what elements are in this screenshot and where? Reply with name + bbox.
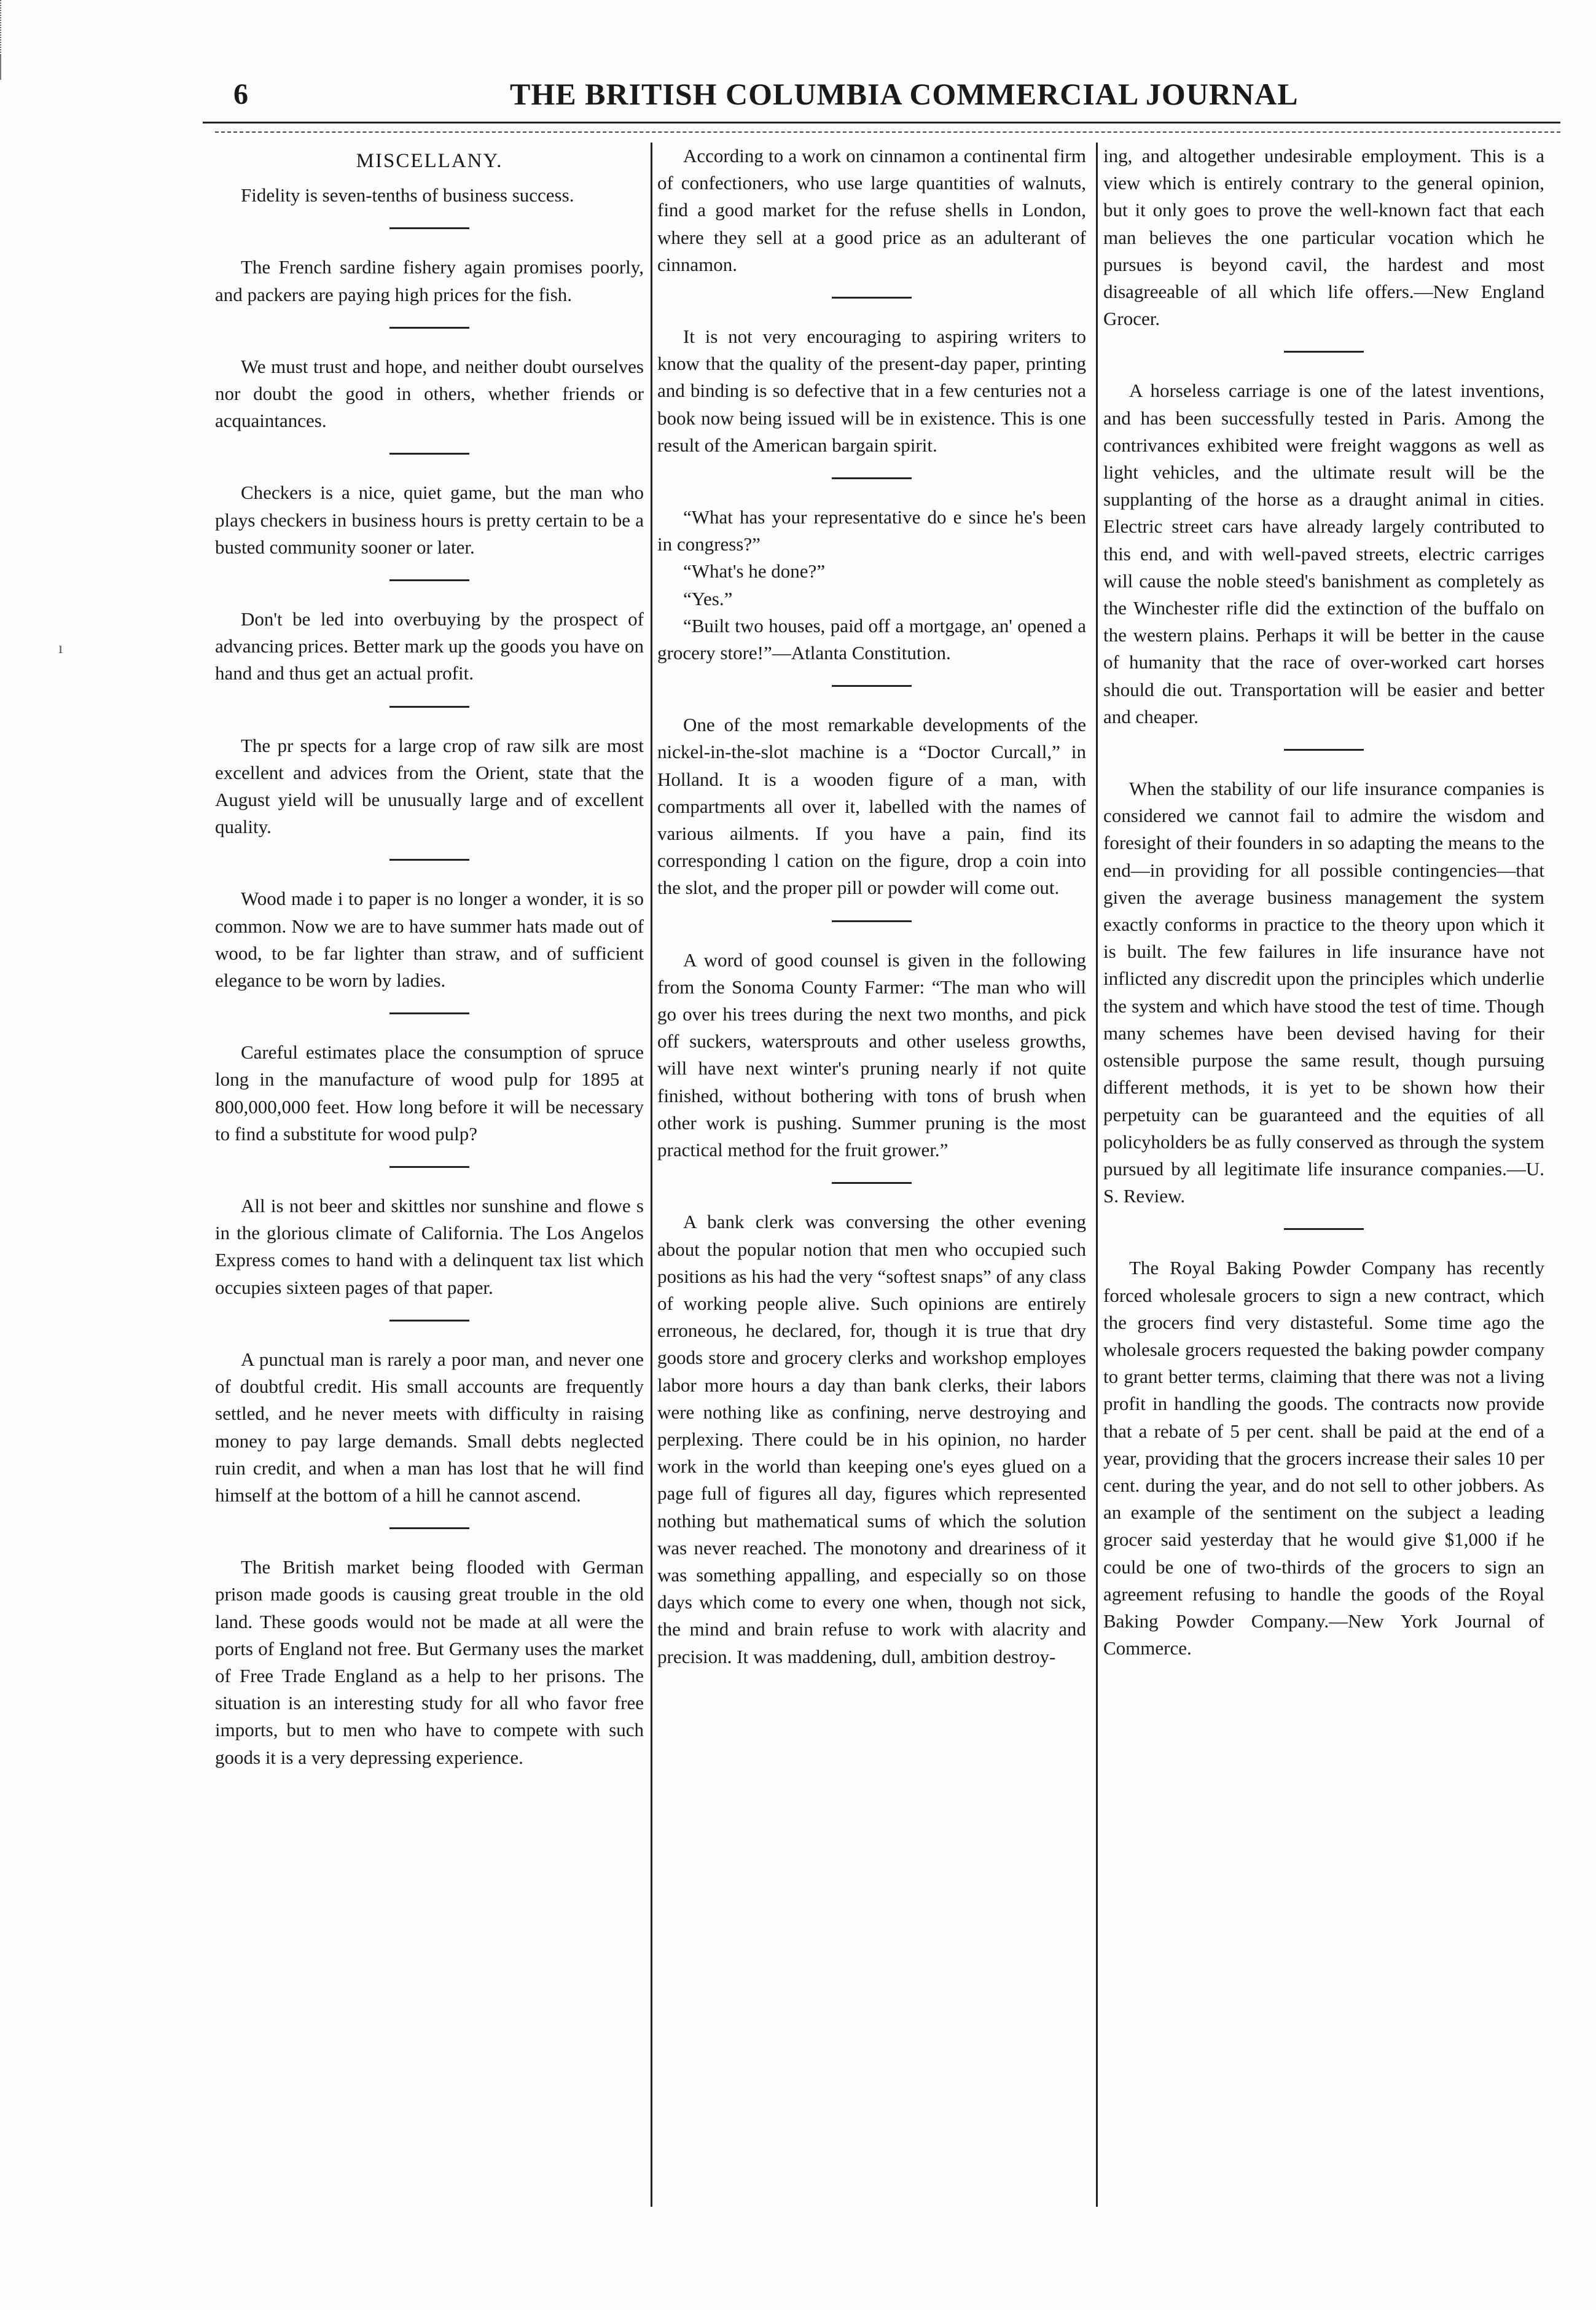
article-separator [389,579,469,581]
margin-tick-mark: ı [58,639,63,657]
article-paragraph: Fidelity is seven-tenths of business success. [241,184,574,206]
article-paragraph: A punctual man is rarely a poor man, and never one of doubtful credit. His small accounts are frequently settled, and he never meets with difficulty in raising money to pay large demands. Small debts neglected ruin credit, and when a man has lost that he will find himself at the bottom of a hill he cannot ascend. [215,1348,644,1506]
article-separator [389,453,469,455]
column-divider [651,143,652,2207]
article-separator [389,1320,469,1321]
article-separator [389,1166,469,1168]
article-paragraph: Careful estimates place the consumption of spruce long in the manufacture of wood pulp for 1895 at 800,000,000 feet. How long before it will be necessary to find a substitute for wood pulp? [215,1041,644,1145]
article-separator [832,297,912,299]
article-paragraph: A bank clerk was conversing the other evening about the popular notion that men who occupied such positions as his had the very “softest snaps” of any class of working people alive. Such opinions are entirely erroneous, he declared, for, though it is true that dry goods store and grocery clerks and workshop employes labor more hours a day than bank clerks, their labors were nothing like as confining, nerve destroying and perplexing. There could be in his opinion, no harder work in the world than keeping one's eyes glued on a page full of figures all day, figures which represented nothing but mathematical sums of which the solution was never reached. The monotony and dreariness of it was something appalling, and especially so on those days which come to every one when, though not sick, the mind and brain refuse to work with alacrity and precision. It was maddening, dull, ambition destroy- [657,1211,1086,1667]
article-separator [832,1182,912,1184]
header-dashed-rule [215,131,1560,133]
article-paragraph: “What has your representative do e since he's been in congress?” [657,506,1086,555]
column-2 [657,143,1086,1670]
article-paragraph: “What's he done?” [683,560,826,582]
article-paragraph: A horseless carriage is one of the latest inventions, and has been successfully tested in Paris. Among the contrivances exhibited were freight waggons as well as light vehicles, and the ultimate result will be the supplanting of the horse as a draught animal in cities. Electric street cars have already largely contributed to this end, and with well-paved streets, electric carriges will cause the noble steed's banishment as completely as the Winchester rifle did the extinction of the buffalo on the western plains. Perhaps it will be better in the cause of humanity that the race of over-worked cart horses should die out. Transportation will be easier and better and cheaper. [1103,380,1544,727]
article-separator [1284,1228,1364,1230]
article-paragraph: Checkers is a nice, quiet game, but the man who plays checkers in business hours is pretty certain to be a busted community sooner or later. [215,482,644,558]
article-paragraph: “Built two houses, paid off a mortgage, an' opened a grocery store!”—Atlanta Constitution. [657,614,1086,664]
journal-title: THE BRITISH COLUMBIA COMMERCIAL JOURNAL [510,77,1299,111]
article-paragraph: It is not very encouraging to aspiring writers to know that the quality of the present-day paper, printing and binding is so defective that in a few centuries not a book now being issued will be in existence. This is one result of the American bargain spirit. [657,326,1086,456]
article-paragraph: A word of good counsel is given in the following from the Sonoma County Farmer: “The man who will go over his trees during the next two months, and pick off suckers, watersprouts and other useless growths, will have next winter's pruning nearly if not quite finished, without bothering with tons of brush when other work is pushing. Summer pruning is the most practical method for the fruit grower.” [657,949,1086,1161]
article-separator [389,1527,469,1529]
article-paragraph: When the stability of our life insurance companies is considered we cannot fail to admire the wisdom and foresight of their founders in so adapting the means to the end—in providing for all possible contingencies—that given the average business management the system exactly conforms in practice to the theory upon which it is built. The few failures in life insurance have not inflicted any discredit upon the principles which underlie the system and which have stood the test of time. Though many schemes have been devised having for their ostensible purpose the same result, though pursuing different methods, it is yet to be shown how their perpetuity can be guaranteed and the equities of all policyholders be as fully conserved as through the system pursued by all legitimate life insurance companies.—U. S. Review. [1103,778,1544,1207]
margin-tick-mark [0,55,1,80]
column-1 [215,143,644,1771]
article-separator [389,859,469,861]
article-separator [832,477,912,479]
article-separator [389,327,469,329]
article-separator [389,706,469,708]
article-separator [1284,351,1364,353]
article-paragraph: All is not beer and skittles nor sunshine and flowe s in the glorious climate of California. The Los Angelos Express comes to hand with a delinquent tax list which occupies sixteen pages of that paper. [215,1195,644,1298]
article-separator [832,920,912,922]
article-paragraph: According to a work on cinnamon a continental firm of confectioners, who use large quantities of walnuts, find a good market for the refuse shells in London, where they sell at a good price as an adulterant of cinnamon. [657,145,1086,275]
article-paragraph: The French sardine fishery again promises poorly, and packers are paying high prices for the fish. [215,256,644,305]
column-3 [1103,143,1544,1662]
page-number: 6 [233,78,248,111]
column-divider [1096,143,1098,2207]
margin-smudge-mark [0,0,18,55]
article-paragraph: “Yes.” [683,587,733,609]
article-paragraph: The British market being flooded with German prison made goods is causing great trouble in the old land. These goods would not be made at all were the ports of England not free. But Germany uses the market of Free Trade England as a help to her prisons. The situation is an interesting study for all who favor free imports, but to men who have to compete with such goods it is a very depressing experience. [215,1556,644,1768]
article-separator [389,227,469,229]
article-paragraph: ing, and altogether undesirable employment. This is a view which is entirely contrary to the general opinion, but it only goes to prove the well-known fact that each man believes the one particular vocation which he pursues is beyond cavil, the hardest and most disagreeable of all which life offers.—New England Grocer. [1103,145,1544,330]
article-paragraph: We must trust and hope, and neither doubt ourselves nor doubt the good in others, whether friends or acquaintances. [215,355,644,432]
section-heading: MISCELLANY. [356,150,503,172]
header-rule [203,122,1560,123]
article-paragraph: Don't be led into overbuying by the prospect of advancing prices. Better mark up the goods you have on hand and thus get an actual profit. [215,608,644,684]
article-separator [832,685,912,687]
article-paragraph: The Royal Baking Powder Company has recently forced wholesale grocers to sign a new contract, which the grocers find very distasteful. Some time ago the wholesale grocers requested the baking powder company to grant better terms, claiming that there was not a living profit in handling the goods. The contracts now provide that a rebate of 5 per cent. shall be paid at the end of a year, providing that the grocers increase their sales 10 per cent. during the year, and do not sell to other jobbers. As an example of the sentiment on the subject a leading grocer said yesterday that he would give $1,000 if he could be one of two-thirds of the grocers to sign an agreement refusing to handle the goods of the Royal Baking Powder Company.—New York Journal of Commerce. [1103,1257,1544,1659]
article-paragraph: One of the most remarkable developments of the nickel-in-the-slot machine is a “Doctor Curcall,” in Holland. It is a wooden figure of a man, with compartments all over it, labelled with the names of various ailments. If you have a pain, find its corresponding l cation on the figure, drop a coin into the slot, and the proper pill or powder will come out. [657,714,1086,899]
article-paragraph: Wood made i to paper is no longer a wonder, it is so common. Now we are to have summer hats made out of wood, to be far lighter than straw, and of sufficient elegance to be worn by ladies. [215,888,644,992]
page-header [203,72,1299,122]
article-separator [389,1012,469,1014]
article-paragraph: The pr spects for a large crop of raw silk are most excellent and advices from the Orient, state that the August yield will be unusually large and of excellent quality. [215,734,644,838]
article-separator [1284,749,1364,751]
